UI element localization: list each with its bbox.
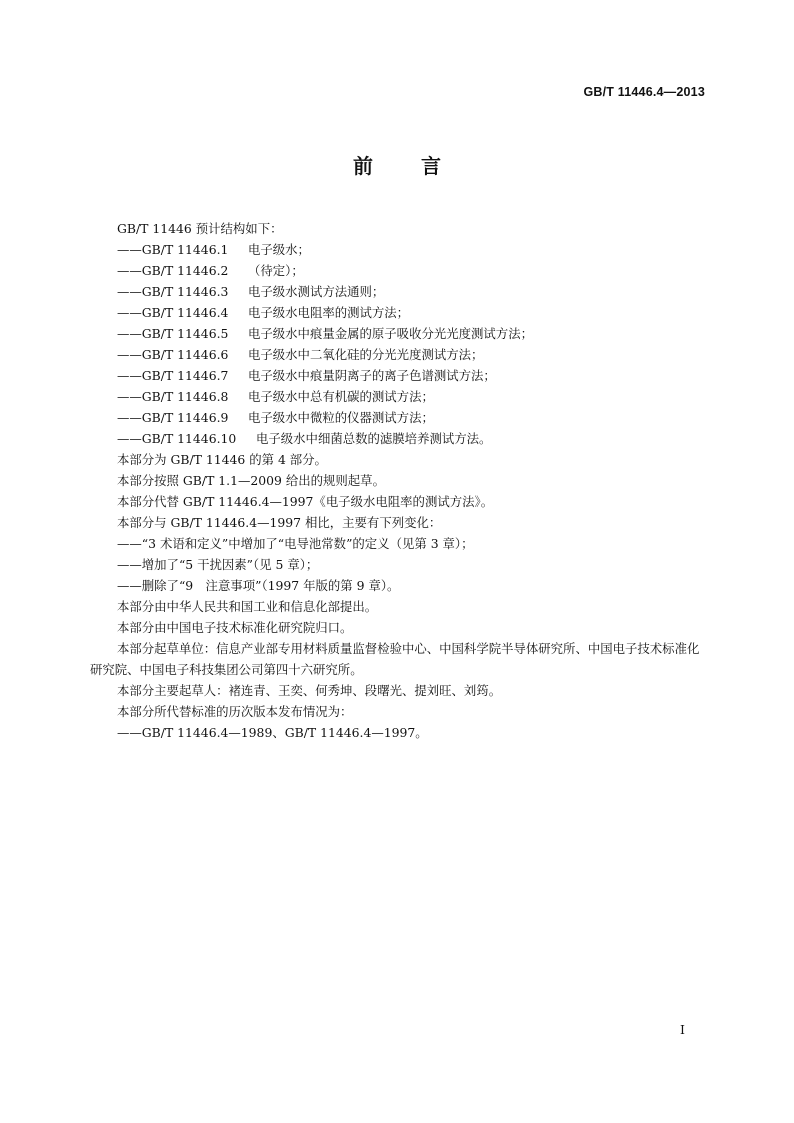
changes-intro: 本部分与 GB/T 11446.4—1997 相比，主要有下列变化： xyxy=(117,515,442,530)
part-code: ——GB/T 11446.7 xyxy=(117,368,229,383)
drafting-units-statement: 本部分起草单位：信息产业部专用材料质量监督检验中心、中国科学院半导体研究所、中国电子技术标准化研究院、中国电子科技集团公司第四十六研究所。 xyxy=(90,641,700,677)
part-code: ——GB/T 11446.3 xyxy=(117,284,229,299)
part-code: ——GB/T 11446.9 xyxy=(117,410,229,425)
change-item: ——“3 术语和定义”中增加了“电导池常数”的定义（见第 3 章）； xyxy=(117,536,474,551)
replaces-statement: 本部分代替 GB/T 11446.4—1997《电子级水电阻率的测试方法》。 xyxy=(117,494,494,509)
part-name: （待定）； xyxy=(248,263,304,278)
history-intro: 本部分所代替标准的历次版本发布情况为： xyxy=(117,704,353,719)
page-title: 前言 xyxy=(353,154,489,178)
standard-code: GB/T 11446.4—2013 xyxy=(583,85,705,99)
part-name: 电子级水中痕量阴离子的离子色谱测试方法； xyxy=(248,368,496,383)
list-item xyxy=(90,407,706,428)
list-item xyxy=(90,302,706,323)
list-item xyxy=(90,239,706,260)
part-of-statement: 本部分为 GB/T 11446 的第 4 部分。 xyxy=(117,452,327,467)
part-name: 电子级水电阻率的测试方法； xyxy=(248,305,410,320)
history-item: ——GB/T 11446.4—1989、GB/T 11446.4—1997。 xyxy=(117,725,428,740)
list-item xyxy=(90,281,706,302)
change-item: ——增加了“5 干扰因素”（见 5 章）； xyxy=(117,557,319,572)
part-name: 电子级水中微粒的仪器测试方法； xyxy=(248,410,434,425)
part-name: 电子级水； xyxy=(248,242,310,257)
drafters-statement: 本部分主要起草人：褚连青、王奕、何秀坤、段曙光、提刘旺、刘筠。 xyxy=(117,683,502,698)
foreword-content xyxy=(90,218,706,743)
list-item xyxy=(90,365,706,386)
centralized-by-statement: 本部分由中国电子技术标准化研究院归口。 xyxy=(117,620,353,635)
part-name: 电子级水中细菌总数的滤膜培养测试方法。 xyxy=(256,431,492,446)
part-code: ——GB/T 11446.5 xyxy=(117,326,229,341)
part-code: ——GB/T 11446.4 xyxy=(117,305,229,320)
part-code: ——GB/T 11446.8 xyxy=(117,389,229,404)
part-code: ——GB/T 11446.6 xyxy=(117,347,229,362)
part-code: ——GB/T 11446.1 xyxy=(117,242,229,257)
proposed-by-statement: 本部分由中华人民共和国工业和信息化部提出。 xyxy=(117,599,378,614)
list-item xyxy=(90,386,706,407)
part-name: 电子级水中痕量金属的原子吸收分光光度测试方法； xyxy=(248,326,533,341)
part-name: 电子级水中二氧化硅的分光光度测试方法； xyxy=(248,347,484,362)
page-number: I xyxy=(680,1022,685,1037)
list-item xyxy=(90,428,706,449)
list-item xyxy=(90,323,706,344)
part-code: ——GB/T 11446.2 xyxy=(117,263,229,278)
list-item xyxy=(90,260,706,281)
part-code: ——GB/T 11446.10 xyxy=(117,431,237,446)
part-name: 电子级水中总有机碳的测试方法； xyxy=(248,389,434,404)
structure-intro: GB/T 11446 预计结构如下： xyxy=(117,221,283,236)
list-item xyxy=(90,344,706,365)
change-item: ——删除了“9 注意事项”（1997 年版的第 9 章）。 xyxy=(117,578,400,593)
part-name: 电子级水测试方法通则； xyxy=(248,284,385,299)
parts-list xyxy=(90,239,706,449)
drafting-rules-statement: 本部分按照 GB/T 1.1—2009 给出的规则起草。 xyxy=(117,473,385,488)
